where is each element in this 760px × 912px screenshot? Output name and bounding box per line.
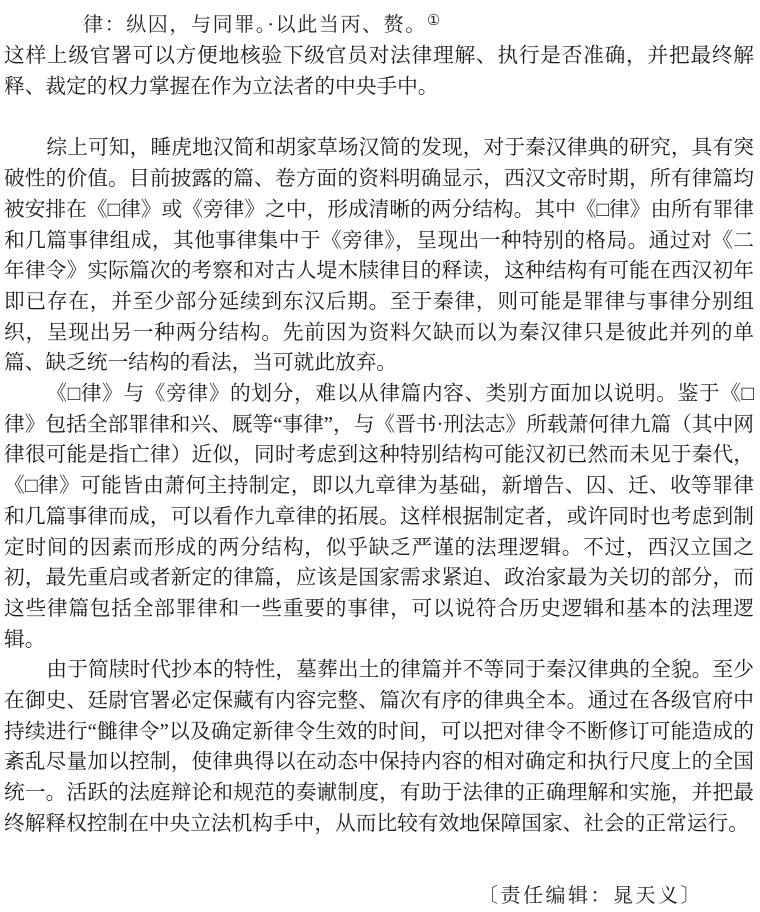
footnote-marker: ①	[426, 13, 441, 29]
quoted-statute-line	[83, 6, 754, 41]
paragraph-conclusion: 由于简牍时代抄本的特性，墓葬出土的律篇并不等同于秦汉律典的全貌。至少在御史、廷尉官署必定保藏有内容完整、篇次有序的律典全本。通过在各级官府中持续进行“雠律令”以及确定新律令生效的时间，可以把对律令不断修订可能造成的紊乱尽量加以控制，使律典得以在动态中保持内容的相对确定和执行尺度上的全国统一。活跃的法庭辩论和规范的奏谳制度，有助于法律的正确理解和实施，并把最终解释权控制在中央立法机构手中，从而比较有效地保障国家、社会的正常运行。	[4, 659, 754, 835]
paragraph-continuation: 这样上级官署可以方便地核验下级官员对法律理解、执行是否准确，并把最终解释、裁定的权力掌握在作为立法者的中央手中。	[4, 45, 754, 98]
paragraph-division-analysis: 《□律》与《旁律》的划分，难以从律篇内容、类别方面加以说明。鉴于《□律》包括全部罪律和兴、厩等“事律”，与《晋书·刑法志》所载萧何律九篇（其中网律很可能是指亡律）近似，同时考虑到这种特别结构可能汉初已然而未见于秦代，《□律》可能皆由萧何主持制定，即以九章律为基础，新增告、囚、迁、收等罪律和几篇事律而成，可以看作九章律的拓展。这样根据制定者，或许同时也考虑到制定时间的因素而形成的两分结构，似乎缺乏严谨的法理逻辑。不过，西汉立国之初，最先重启或者新定的律篇，应该是国家需求紧迫、政治家最为关切的部分，而这些律篇包括全部罪律和一些重要的事律，可以说符合历史逻辑和基本的法理逻辑。	[4, 383, 754, 651]
article-body	[4, 41, 754, 840]
paragraph-summary: 综上可知，睡虎地汉简和胡家草场汉简的发现，对于秦汉律典的研究，具有突破性的价值。目前披露的篇、卷方面的资料明确显示，西汉文帝时期，所有律篇均被安排在《□律》或《旁律》之中，形成清晰的两分结构。其中《□律》由所有罪律和几篇事律组成，其他事律集中于《旁律》，呈现出一种特别的格局。通过对《二年律令》实际篇次的考察和对古人堤木牍律目的释读，这种结构有可能在西汉初年即已存在，并至少部分延续到东汉后期。至于秦律，则可能是罪律与事律分别组织，呈现出另一种两分结构。先前因为资料欠缺而以为秦汉律只是彼此并列的单篇、缺乏统一结构的看法，当可就此放弃。	[4, 137, 754, 375]
quote-text: 律：纵囚，与同罪。·以此当丙、赘。	[83, 14, 427, 36]
responsible-editor-note: 〔责任编辑：晁天义〕	[478, 884, 703, 907]
